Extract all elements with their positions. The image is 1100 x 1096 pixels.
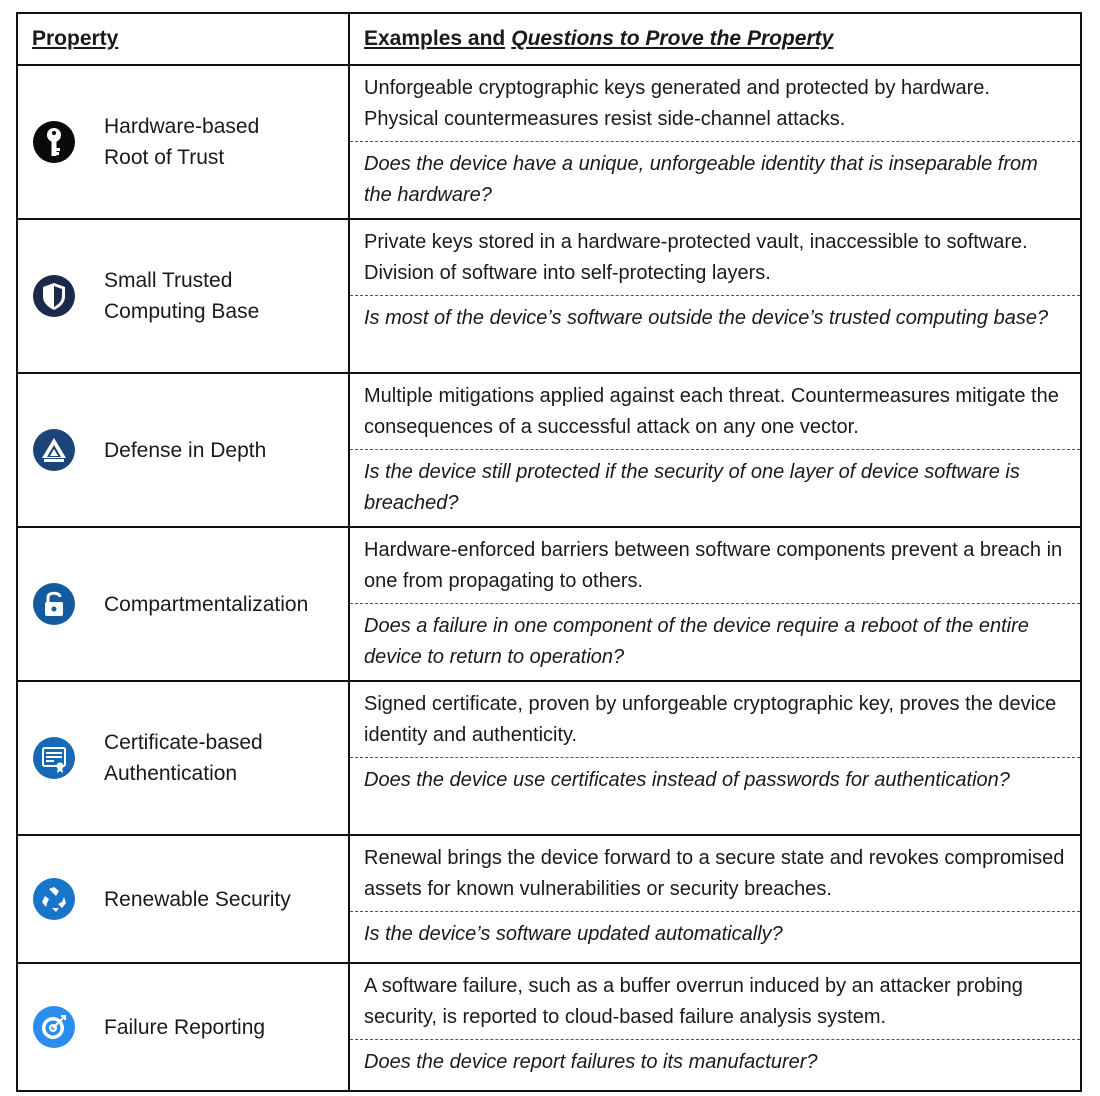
padlock-icon bbox=[32, 582, 76, 626]
question-text: Is the device still protected if the security of one layer of device software is breached? bbox=[364, 461, 1020, 514]
property-cell bbox=[18, 220, 350, 372]
property-cell bbox=[18, 836, 350, 962]
property-cell bbox=[18, 528, 350, 680]
property-name-line: Hardware-based bbox=[104, 115, 260, 138]
question-text: Does the device report failures to its manufacturer? bbox=[364, 1051, 818, 1073]
property-name-line: Root of Trust bbox=[104, 146, 225, 169]
property-name-line: Authentication bbox=[104, 762, 238, 785]
property-name-line: Renewable Security bbox=[104, 887, 291, 911]
property-name bbox=[104, 589, 308, 620]
property-name-line: Small Trusted bbox=[104, 269, 233, 292]
examples-cell bbox=[350, 220, 1080, 372]
key-icon bbox=[32, 120, 76, 164]
property-name bbox=[104, 884, 291, 915]
target-icon bbox=[32, 1005, 76, 1049]
examples-cell bbox=[350, 374, 1080, 526]
example-text: Private keys stored in a hardware-protected vault, inaccessible to software. Division of software into self-protecting layers. bbox=[350, 220, 1080, 296]
property-name-line: Certificate-based bbox=[104, 731, 263, 754]
table-row bbox=[18, 682, 1080, 836]
certificate-icon bbox=[32, 736, 76, 780]
example-text: Renewal brings the device forward to a secure state and revokes compromised assets for known vulnerabilities or security breaches. bbox=[350, 836, 1080, 912]
example-text: Signed certificate, proven by unforgeable cryptographic key, proves the device identity and authenticity. bbox=[350, 682, 1080, 758]
property-name-line: Compartmentalization bbox=[104, 592, 309, 616]
table-row bbox=[18, 374, 1080, 528]
table-row bbox=[18, 964, 1080, 1090]
examples-cell bbox=[350, 836, 1080, 962]
recycle-icon bbox=[32, 877, 76, 921]
properties-table bbox=[16, 12, 1082, 1092]
examples-cell bbox=[350, 528, 1080, 680]
question-text: Does the device have a unique, unforgeable identity that is inseparable from the hardware? bbox=[364, 153, 1038, 206]
property-name-line: Computing Base bbox=[104, 300, 260, 323]
question-text: Does the device use certificates instead of passwords for authentication? bbox=[364, 769, 1010, 791]
table-row bbox=[18, 528, 1080, 682]
examples-header-text: Examples and bbox=[364, 27, 506, 50]
table-row bbox=[18, 220, 1080, 374]
example-text: Hardware-enforced barriers between software components prevent a breach in one from propagating to others. bbox=[350, 528, 1080, 604]
property-name bbox=[104, 111, 259, 173]
property-cell bbox=[18, 66, 350, 218]
examples-cell bbox=[350, 682, 1080, 834]
shield-icon bbox=[32, 274, 76, 318]
questions-header-text: Questions to Prove the Property bbox=[511, 27, 834, 50]
question-text: Is the device’s software updated automatically? bbox=[364, 923, 783, 945]
property-name bbox=[104, 1012, 265, 1043]
question-text: Does a failure in one component of the device require a reboot of the entire device to return to operation? bbox=[364, 615, 1029, 668]
property-cell bbox=[18, 682, 350, 834]
question-text: Is most of the device’s software outside the device’s trusted computing base? bbox=[364, 307, 1049, 329]
property-name-line: Failure Reporting bbox=[104, 1015, 266, 1039]
property-name bbox=[104, 265, 259, 327]
property-column-header: Property bbox=[18, 14, 350, 64]
example-text: Multiple mitigations applied against each threat. Countermeasures mitigate the consequences of a successful attack on any one vector. bbox=[350, 374, 1080, 450]
property-name bbox=[104, 727, 263, 789]
property-cell bbox=[18, 374, 350, 526]
examples-cell bbox=[350, 964, 1080, 1090]
examples-column-header bbox=[350, 14, 1080, 64]
example-text: Unforgeable cryptographic keys generated and protected by hardware. Physical countermeasures resist side-channel attacks. bbox=[350, 66, 1080, 142]
table-row bbox=[18, 836, 1080, 964]
example-text: A software failure, such as a buffer overrun induced by an attacker probing security, is reported to cloud-based failure analysis system. bbox=[350, 964, 1080, 1040]
table-row bbox=[18, 66, 1080, 220]
layers-icon bbox=[32, 428, 76, 472]
property-cell bbox=[18, 964, 350, 1090]
table-header bbox=[18, 14, 1080, 66]
examples-cell bbox=[350, 66, 1080, 218]
property-name bbox=[104, 435, 266, 466]
property-name-line: Defense in Depth bbox=[104, 438, 267, 462]
